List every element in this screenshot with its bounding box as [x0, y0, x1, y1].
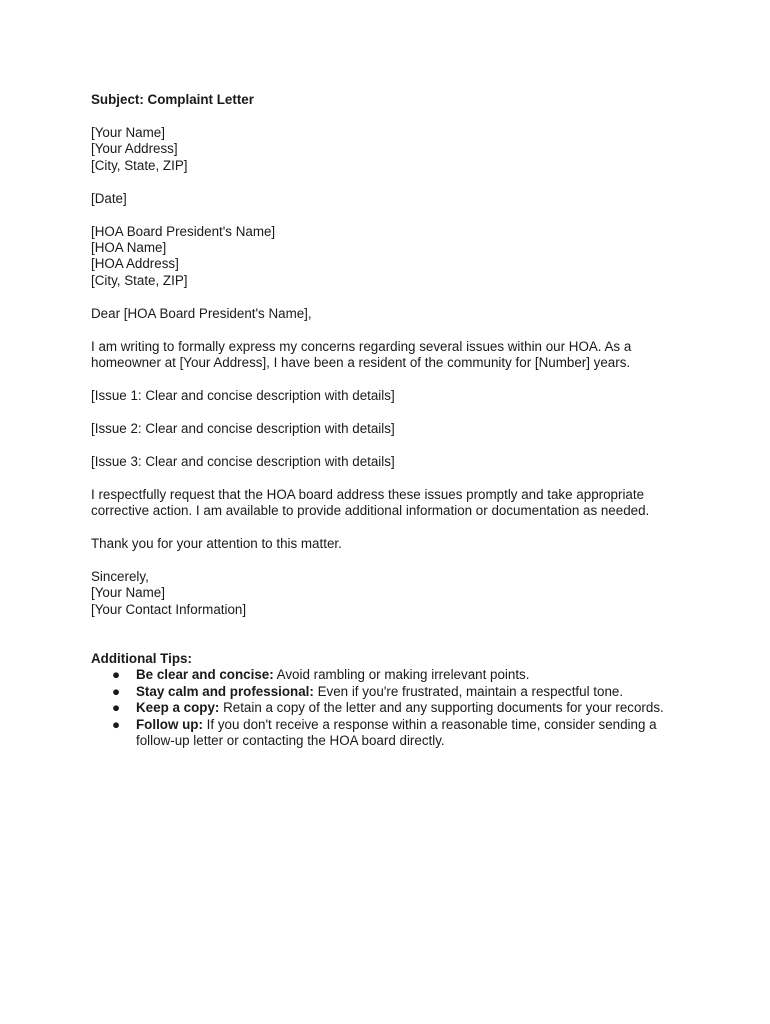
sign-off: Sincerely,: [91, 568, 149, 584]
request-paragraph: [91, 487, 691, 520]
recipient-hoa-name: [HOA Name]: [91, 239, 167, 255]
recipient-name: [HOA Board President's Name]: [91, 223, 276, 239]
tip-item: [91, 667, 681, 683]
thanks-line: Thank you for your attention to this matter.: [91, 535, 342, 551]
issue-3: [Issue 3: Clear and concise description with details]: [91, 453, 395, 469]
sender-address-block: [91, 125, 691, 174]
salutation: Dear [HOA Board President's Name],: [91, 305, 312, 321]
recipient-city: [City, State, ZIP]: [91, 272, 188, 288]
additional-tips-section: [91, 651, 691, 749]
tip-text: If you don't receive a response within a reasonable time, consider sending a follow-up letter or contacting the HOA board directly.: [136, 716, 657, 749]
issue-paragraph-1: [91, 388, 691, 404]
request-line-1: I respectfully request that the HOA board address these issues promptly and take appropriate: [91, 486, 645, 502]
recipient-address: [HOA Address]: [91, 256, 179, 272]
bullet-icon: ●: [112, 683, 121, 699]
tip-item: [91, 684, 681, 700]
intro-paragraph: [91, 339, 691, 372]
recipient-address-block: [91, 224, 691, 290]
tip-label: Keep a copy:: [136, 700, 220, 716]
bullet-icon: ●: [112, 667, 121, 683]
tip-label: Follow up:: [136, 716, 203, 732]
closing-block: [91, 569, 691, 618]
sender-city: [City, State, ZIP]: [91, 157, 188, 173]
closing-contact: [Your Contact Information]: [91, 601, 247, 617]
sender-name: [Your Name]: [91, 124, 165, 140]
tip-label: Be clear and concise:: [136, 667, 274, 683]
tip-label: Stay calm and professional:: [136, 683, 314, 699]
sender-address: [Your Address]: [91, 141, 178, 157]
tip-text: Retain a copy of the letter and any supporting documents for your records.: [219, 700, 664, 716]
closing-name: [Your Name]: [91, 585, 165, 601]
date-block: [91, 191, 691, 207]
tip-text: Avoid rambling or making irrelevant points.: [273, 667, 530, 683]
request-line-2: corrective action. I am available to provide additional information or documentation as needed.: [91, 503, 650, 518]
issue-1: [Issue 1: Clear and concise description with details]: [91, 387, 395, 403]
section-spacer: [91, 618, 691, 651]
subject-line: Subject: Complaint Letter: [91, 92, 254, 107]
tip-item: [91, 700, 681, 716]
thanks-paragraph: [91, 536, 691, 552]
intro-line-1: I am writing to formally express my concerns regarding several issues within our HOA. As a: [91, 338, 632, 354]
issue-paragraph-3: [91, 454, 691, 470]
salutation-block: [91, 306, 691, 322]
bullet-icon: ●: [112, 700, 121, 716]
issue-paragraph-2: [91, 421, 691, 437]
tips-list: [91, 667, 691, 749]
bullet-icon: ●: [112, 716, 121, 732]
letter-page: [91, 92, 691, 749]
tip-item: [91, 717, 681, 750]
issue-2: [Issue 2: Clear and concise description with details]: [91, 420, 395, 436]
intro-line-2: homeowner at [Your Address], I have been a resident of the community for [Number] years.: [91, 354, 631, 370]
letter-date: [Date]: [91, 190, 127, 206]
tips-heading: Additional Tips:: [91, 651, 192, 667]
tip-text: Even if you're frustrated, maintain a respectful tone.: [313, 683, 624, 699]
